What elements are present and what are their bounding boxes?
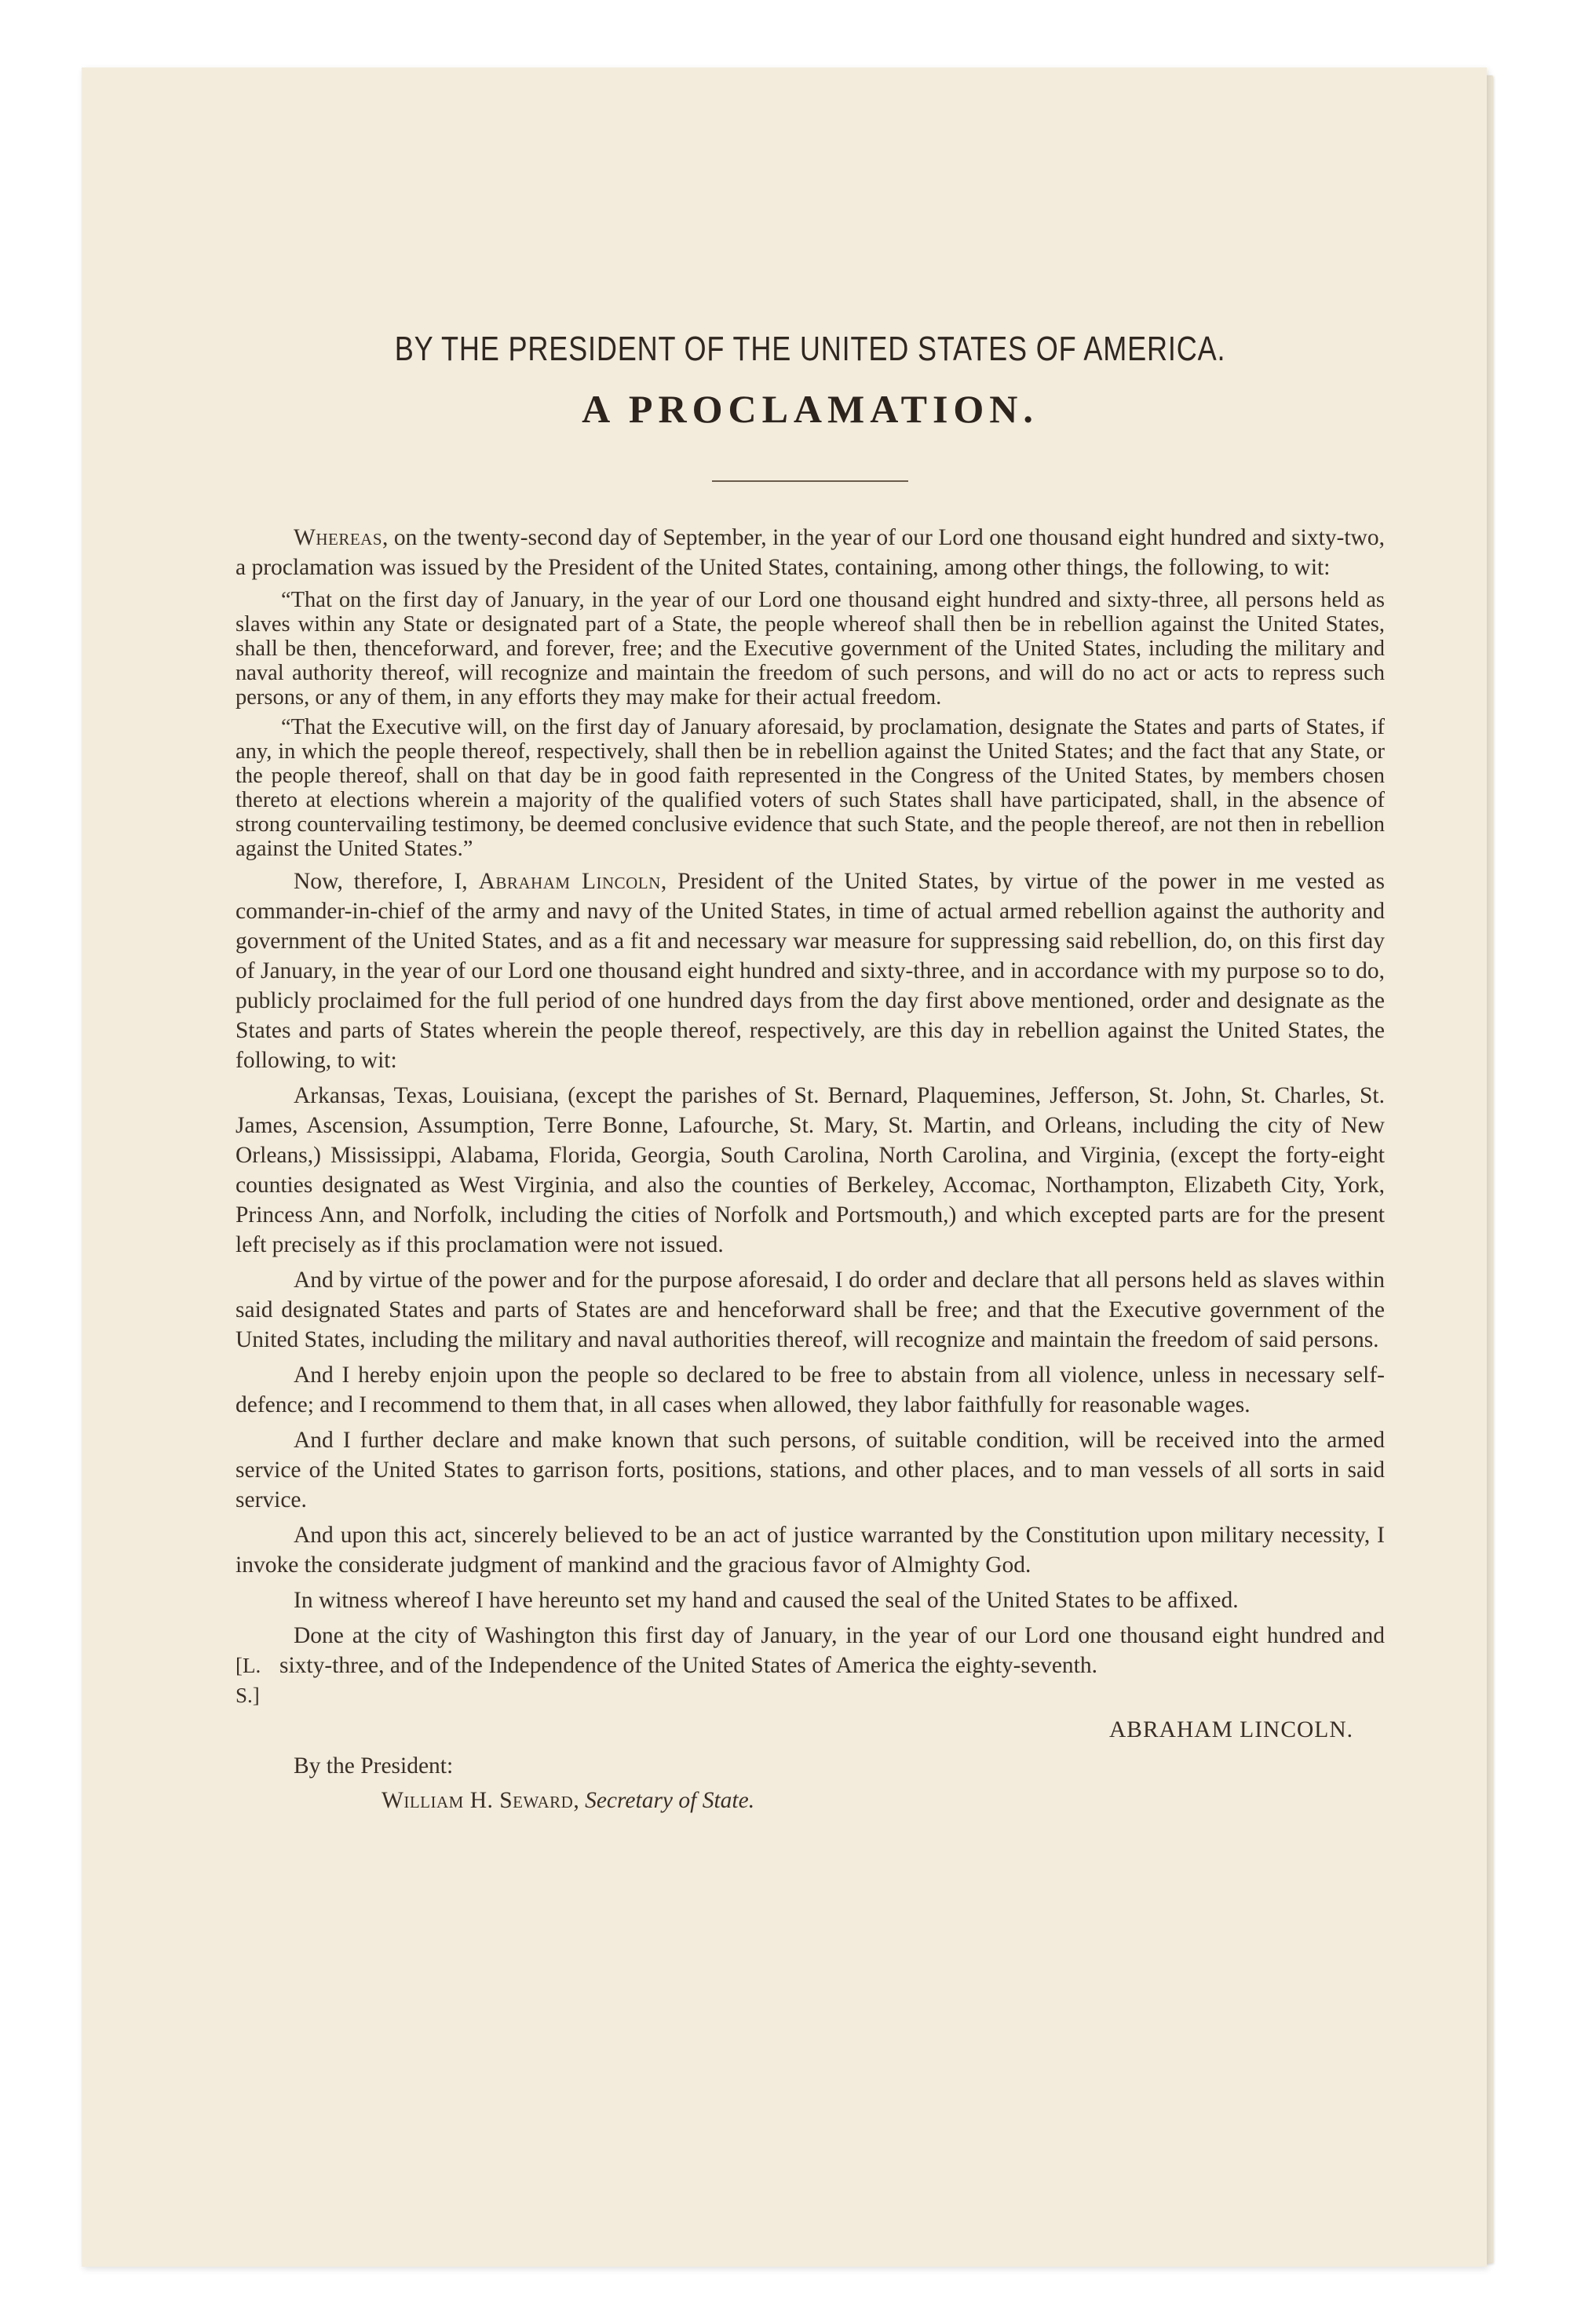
by-the-president: By the President: — [294, 1753, 454, 1779]
page-title: A PROCLAMATION. — [582, 387, 1039, 431]
paragraph-justice: And upon this act, sincerely believed to be an act of justice warranted by the Constitution upon military necessity, I invoke the considerate judgment of mankind and the gracious favor of Almighty God. — [236, 1523, 1385, 1578]
now-therefore-a: Now, therefore, I, — [294, 869, 479, 894]
seward-name: William H. Seward — [382, 1788, 574, 1813]
document-sheet — [82, 67, 1487, 2267]
document-content — [236, 248, 1385, 1815]
paragraph-now-therefore — [236, 866, 1385, 1075]
paragraph-witness: In witness whereof I have hereunto set my hand and caused the seal of the United States to be affixed. — [294, 1588, 1239, 1613]
paragraph-done: Done at the city of Washington this first day of January, in the year of our Lord one thousand eight hundred and sixty-three, and of the Independence of the United States of America the eighty-seventh. — [279, 1623, 1385, 1678]
seward-signature: William H. Seward, Secretary of State. — [382, 1788, 755, 1813]
proclamation-body — [236, 523, 1385, 1815]
now-therefore-b: , President of the United States, by virtue of the power in me vested as commander-in-chief of the army and navy of the United States, in time of actual armed rebellion against the authority and government of the United States, and as a fit and necessary war measure for suppressing said rebellion, do, on this first day of January, in the year of our Lord one thousand eight hundred and sixty-three, and in accordance with my purpose so to do, publicly proclaimed for the full period of one hundred days from the day first above mentioned, order and designate as the States and parts of States wherein the people thereof, respectively, are this day in rebellion against the United States, the following, to wit: — [236, 869, 1385, 1073]
seward-title: Secretary of State. — [585, 1788, 755, 1813]
quote-paragraph-2: “That the Executive will, on the first day of January aforesaid, by proclamation, designate the States and parts of States, if any, in which the people thereof, respectively, shall then be in rebellion against the United States; and the fact that any State, or the people thereof, shall on that day be in good faith represented in the Congress of the United States, by members chosen thereto at elections wherein a majority of the qualified voters of such States shall have participated, shall, in the absence of strong countervailing testimony, be deemed conclusive evidence that such State, and the people thereof, are not then in rebellion against the United States.” — [236, 715, 1385, 861]
quote-paragraph-1: “That on the first day of January, in the year of our Lord one thousand eight hundred and sixty-three, all persons held as slaves within any State or designated part of a State, the people whereof shall then be in rebellion against the United States, shall be then, thenceforward, and forever, free; and the Executive government of the United States, including the military and naval authority thereof, will recognize and maintain the freedom of such persons, and will do no act or acts to repress such persons, or any of them, in any efforts they may make for their actual freedom. — [236, 588, 1385, 710]
paragraph-whereas — [236, 523, 1385, 582]
done-at-washington — [236, 1621, 1385, 1710]
title-divider — [712, 480, 908, 482]
lincoln-name-inline: Abraham Lincoln — [478, 869, 661, 894]
seal-mark: [L. S.] — [236, 1654, 261, 1707]
paragraph-order: And by virtue of the power and for the purpose aforesaid, I do order and declare that all persons held as slaves within said designated States and parts of States are and henceforward shall be free; and that the Executive government of the United States, including the military and naval authorities thereof, will recognize and maintain the freedom of said persons. — [236, 1268, 1385, 1352]
paragraph-armed-service: And I further declare and make known that such persons, of suitable condition, will be received into the armed service of the United States to garrison forts, positions, stations, and other places, and to man vessels of all sorts in said service. — [236, 1428, 1385, 1512]
whereas-lead: Whereas — [294, 525, 383, 550]
page-heading: BY THE PRESIDENT OF THE UNITED STATES OF AMERICA. — [394, 330, 1226, 368]
signature-lincoln: ABRAHAM LINCOLN. — [1109, 1717, 1353, 1742]
whereas-text: , on the twenty-second day of September, in the year of our Lord one thousand eight hundred and sixty-two, a proclamation was issued by the President of the United States, containing, among other things, the following, to wit: — [236, 525, 1385, 580]
paragraph-enjoin: And I hereby enjoin upon the people so declared to be free to abstain from all violence, unless in necessary self-defence; and I recommend to them that, in all cases when allowed, they labor faithfully for reasonable wages. — [236, 1363, 1385, 1417]
paragraph-states-list: Arkansas, Texas, Louisiana, (except the parishes of St. Bernard, Plaquemines, Jefferson, St. John, St. Charles, St. James, Ascension, Assumption, Terre Bonne, Lafourche, St. Mary, St. Martin, and Orleans, including the city of New Orleans,) Mississippi, Alabama, Florida, Georgia, South Carolina, North Carolina, and Virginia, (except the forty-eight counties designated as West Virginia, and also the counties of Berkeley, Accomac, Northampton, Elizabeth City, York, Princess Ann, and Norfolk, including the cities of Norfolk and Portsmouth,) and which excepted parts are for the present left precisely as if this proclamation were not issued. — [236, 1083, 1385, 1257]
